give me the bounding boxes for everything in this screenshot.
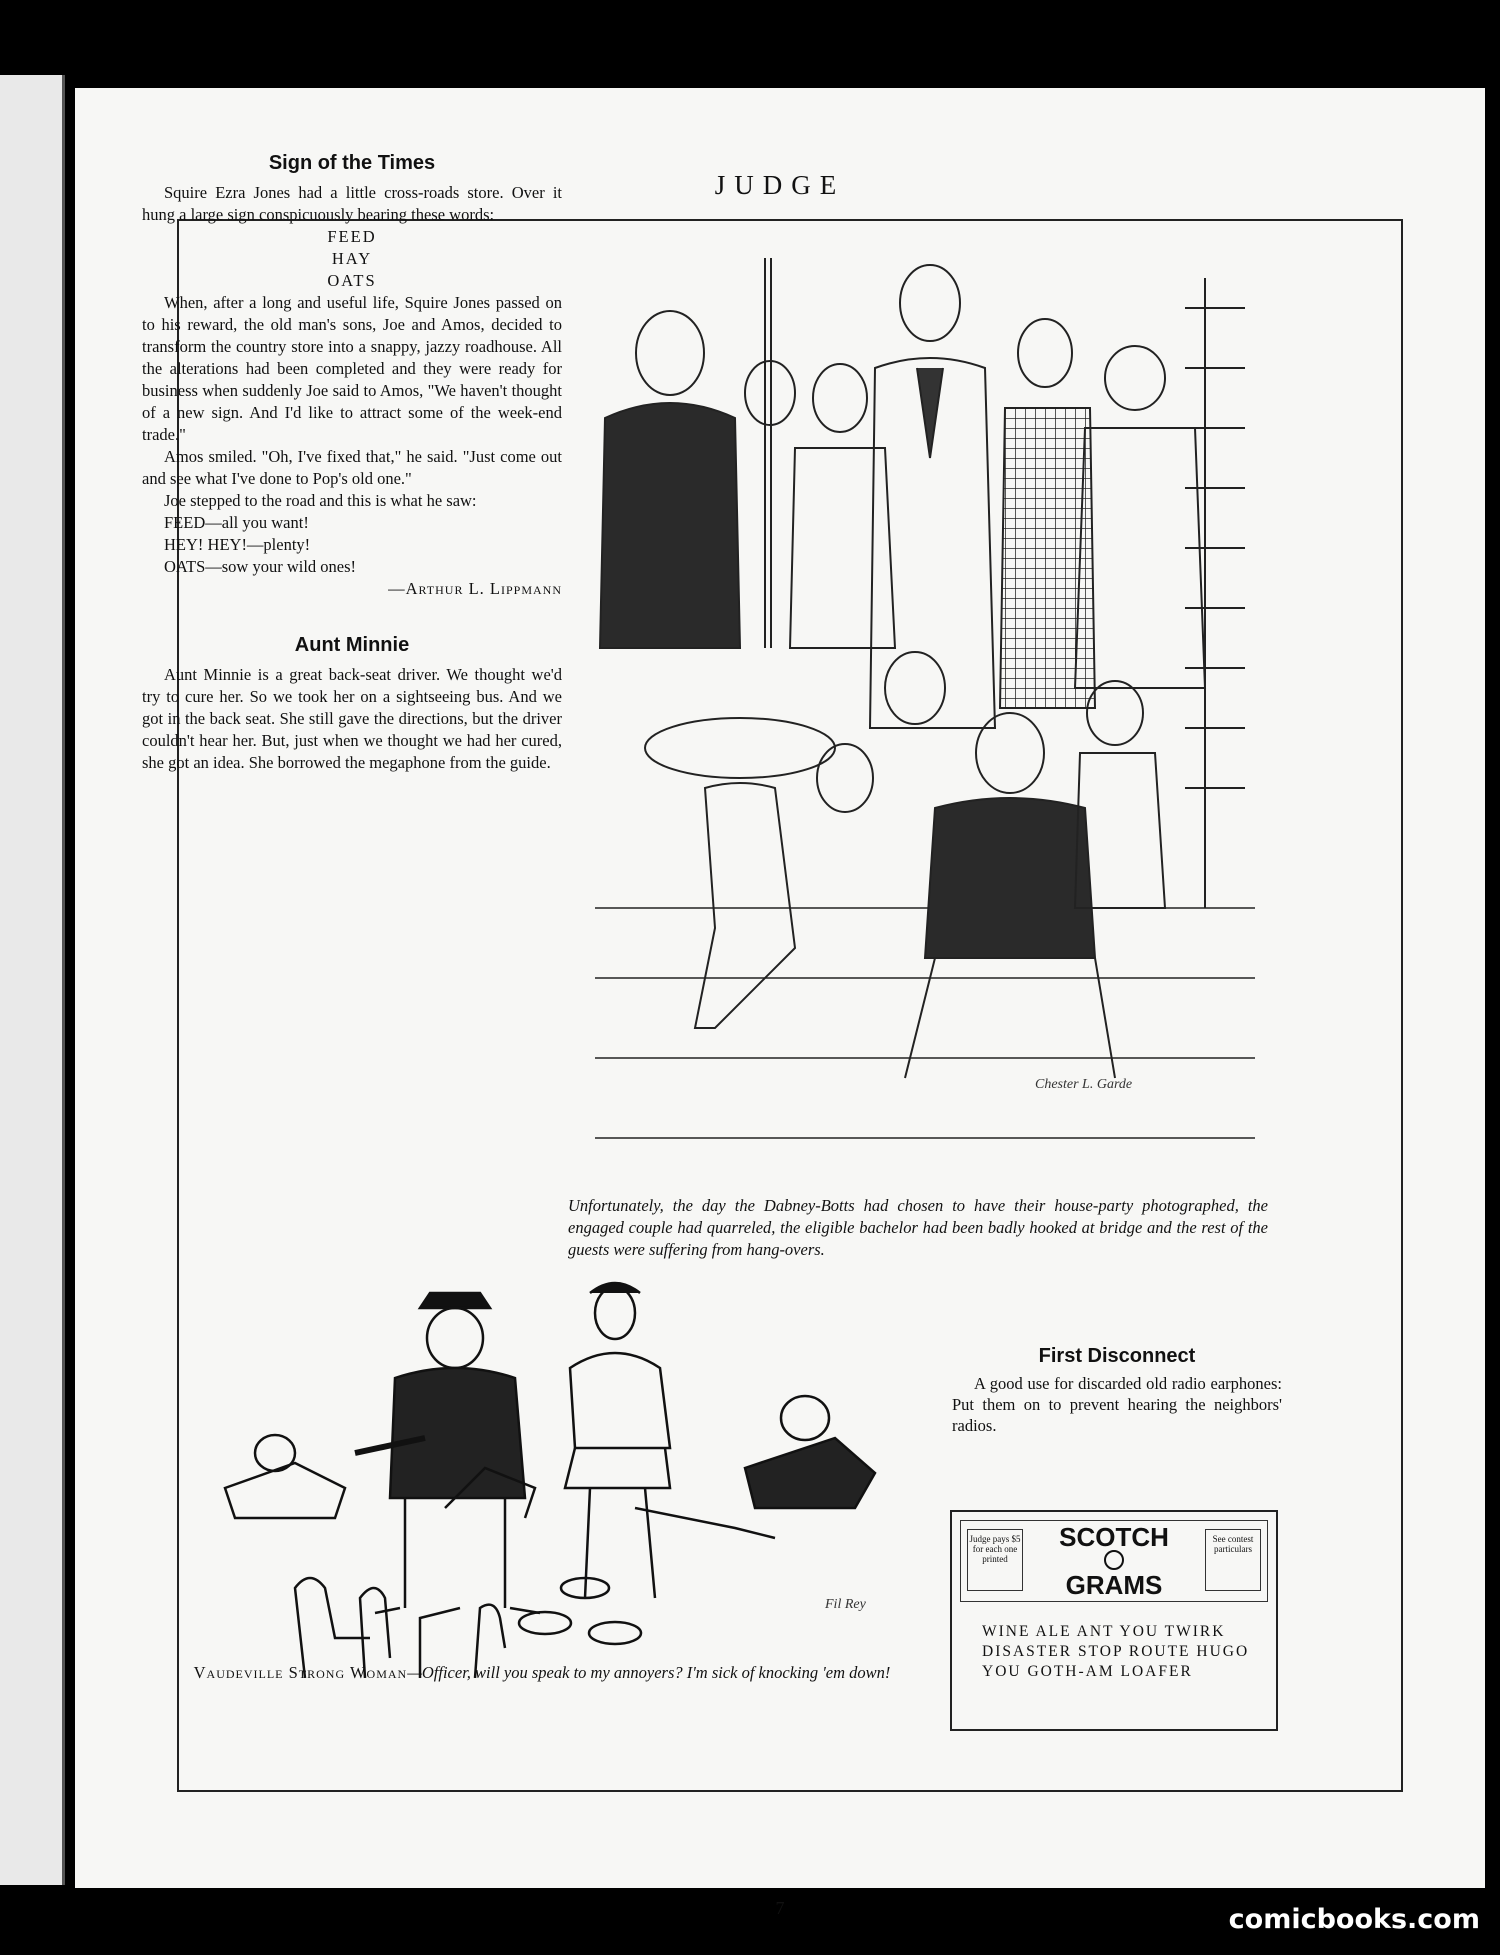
aunt-minnie-title: Aunt Minnie [294, 634, 410, 656]
caption-speaker: Vaudeville Strong Woman [193, 1663, 408, 1682]
ad-title-top: SCOTCH [1059, 1522, 1169, 1552]
left-page-edge [0, 75, 65, 1885]
sign-word-1: FEED [327, 227, 377, 246]
ad-o-circle-icon [1104, 1550, 1124, 1570]
sign-of-times-para4: Joe stepped to the road and this is what he saw: [164, 491, 477, 510]
main-illustration-caption: Unfortunately, the day the Dabney-Botts had chosen to have their house-party photographed, the engaged couple had quarreled, the eligible bachelor had been badly hooked at bridge and the rest of the guests were suffering from hang-overs. [568, 1196, 1268, 1259]
punchline-3: OATS—sow your wild ones! [164, 557, 357, 576]
ad-title [1029, 1522, 1199, 1600]
ad-left-box: Judge pays $5 for each one printed [967, 1529, 1023, 1591]
ad-body-text: WINE ALE ANT YOU TWIRK DISASTER STOP ROUTE HUGO YOU GOTH-AM LOAFER [982, 1623, 1250, 1680]
page-number: 7 [775, 1898, 785, 1918]
strong-woman-cartoon [215, 1278, 915, 1678]
bottom-cartoon-caption [182, 1662, 902, 1684]
masthead: JUDGE [714, 170, 846, 200]
left-column [142, 152, 562, 774]
punchline-1: FEED—all you want! [164, 513, 309, 532]
ad-title-bottom: GRAMS [1065, 1570, 1163, 1600]
bottom-cartoon-signature: Fil Rey [825, 1597, 866, 1612]
sign-word-3: OATS [327, 271, 377, 290]
attribution: —Arthur L. Lippmann [388, 579, 562, 598]
scotch-grams-ad [950, 1510, 1278, 1731]
ad-right-box: See contest particulars [1205, 1529, 1261, 1591]
caption-quote: —Officer, will you speak to my annoyers? I'm sick of knocking 'em down! [407, 1663, 891, 1682]
aunt-minnie-text: Aunt Minnie is a great back-seat driver. We thought we'd try to cure her. So we took her on a sightseeing bus. And we got in the back seat. She still gave the directions, but the driver couldn't hear her. But, just when we thought we had her cured, she got an idea. She borrowed the megaphone from the guide. [142, 665, 562, 772]
sign-of-times-para3: Amos smiled. "Oh, I've fixed that," he said. "Just come out and see what I've done to Pop's old one." [142, 447, 562, 488]
house-party-illustration [595, 128, 1255, 1188]
first-disconnect-title: First Disconnect [1038, 1345, 1196, 1367]
sign-of-times-para1: Squire Ezra Jones had a little cross-roads store. Over it hung a large sign conspicuously bearing these words: [142, 183, 562, 224]
sign-of-times-title: Sign of the Times [268, 152, 436, 174]
main-illustration-signature: Chester L. Garde [1035, 1077, 1133, 1092]
ad-header [960, 1520, 1268, 1602]
punchline-2: HEY! HEY!—plenty! [164, 535, 311, 554]
sign-word-2: HAY [331, 249, 373, 268]
first-disconnect-text: A good use for discarded old radio earphones: Put them on to prevent hearing the neighbors' radios. [952, 1374, 1282, 1435]
first-disconnect-section [952, 1346, 1282, 1436]
watermark: comicbooks.com [1228, 1904, 1480, 1935]
sign-of-times-para2: When, after a long and useful life, Squire Jones passed on to his reward, the old man's sons, Joe and Amos, decided to transform the country store into a snappy, jazzy roadhouse. All the alterations had been completed and they were ready for business when suddenly Joe said to Amos, "We haven't thought of a new sign. And I'd like to attract some of the week-end trade." [142, 293, 562, 444]
